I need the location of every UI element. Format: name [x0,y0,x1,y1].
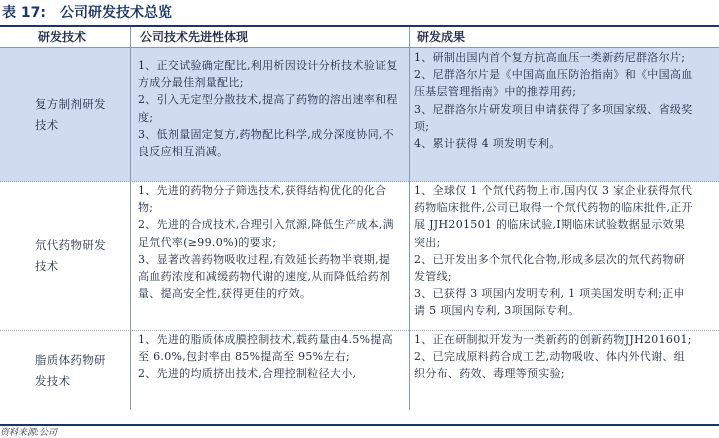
results-cell [414,331,694,410]
result-item: 2、已完成原料药合成工艺,动物吸收、体内外代谢、组织分布、药效、毒理等预实验; [414,350,685,381]
technology-cell [35,48,110,181]
column-divider [409,27,410,410]
result-item: 1、研制出国内首个复方抗高血压一类新药尼群洛尔片; [414,51,686,64]
header-advantages: 公司技术先进性体现 [140,30,249,44]
results-cell [414,182,694,330]
technology-name: 复方制剂研发技术 [35,96,106,132]
advantage-item: 1、先进的药物分子筛选技术,获得结构优化的化合物; [138,184,387,215]
advantage-item: 1、先进的脂质体成膜控制技术,载药量由4.5%提高至 6.0%,包封率由 85%提高至 95%左右; [138,333,393,364]
bottom-rule [0,424,719,426]
result-item: 2、尼群洛尔片是《中国高血压防治指南》和《中国高血压基层管理指南》中的推荐用药; [414,68,693,99]
table-row [0,182,719,331]
technology-name: 氘代药物研发技术 [35,238,106,273]
advantages-cell [138,331,400,410]
technology-cell [35,182,110,330]
table-row [0,331,719,410]
table-row [0,48,719,182]
technology-cell [35,331,110,410]
result-item: 2、已开发出多个氘代化合物,形成多层次的氘代药物研发管线; [414,252,685,284]
advantage-item: 2、先进的合成技术,合理引入氘源,降低生产成本,满足氘代率(≥99.0%)的要求; [138,218,394,249]
advantage-item: 2、先进的均质挤出技术,合理控制粒径大小, [138,367,357,381]
result-item: 3、已获得 3 项国内发明专利, 1 项美国发明专利;正申请 5 项国内专利, 3项国际专利。 [414,287,685,318]
table-header [0,27,719,48]
header-technology: 研发技术 [38,30,87,44]
technology-name: 脂质体药物研发技术 [35,352,106,388]
advantages-cell [138,182,400,330]
table-title [2,2,172,24]
header-results: 研发成果 [417,30,466,44]
result-item: 3、尼群洛尔片研发项目申请获得了多项国家级、省级奖项; [414,102,693,133]
result-item: 1、全球仅 1 个氘代药物上市,国内仅 3 家企业获得氘代药物临床批件,公司已取得一个氘代药物的临床批件,正开展 JJH201501 的临床试验,Ⅰ期临床试验数据显示效果突出; [414,184,693,249]
advantage-item: 2、引入无定型分散技术,提高了药物的溶出速率和程度; [138,93,398,124]
column-divider [130,27,131,410]
result-item: 1、正在研制拟开发为一类新药的创新药物JJH201601; [414,333,692,346]
table-number: 表 17: [2,5,46,21]
result-item: 4、累计获得 4 项发明专利。 [414,137,561,151]
source-note: 资料来源:公司 [0,428,58,438]
advantage-item: 3、低剂量固定复方,药物配比科学,成分深度协同,不良反应相互消减。 [138,127,394,159]
results-cell [414,48,694,181]
advantages-cell [138,48,400,181]
advantage-item: 3、显著改善药物吸收过程,有效延长药物半衰期,提高血药浓度和减缓药物代谢的速度,从而降低给药剂量、提高安全性,获得更佳的疗效。 [138,252,391,301]
advantage-item: 1、正交试验确定配比,利用析因设计分析技术验证复方成分最佳剂量配比; [138,59,398,90]
table-caption: 公司研发技术总览 [59,5,172,21]
